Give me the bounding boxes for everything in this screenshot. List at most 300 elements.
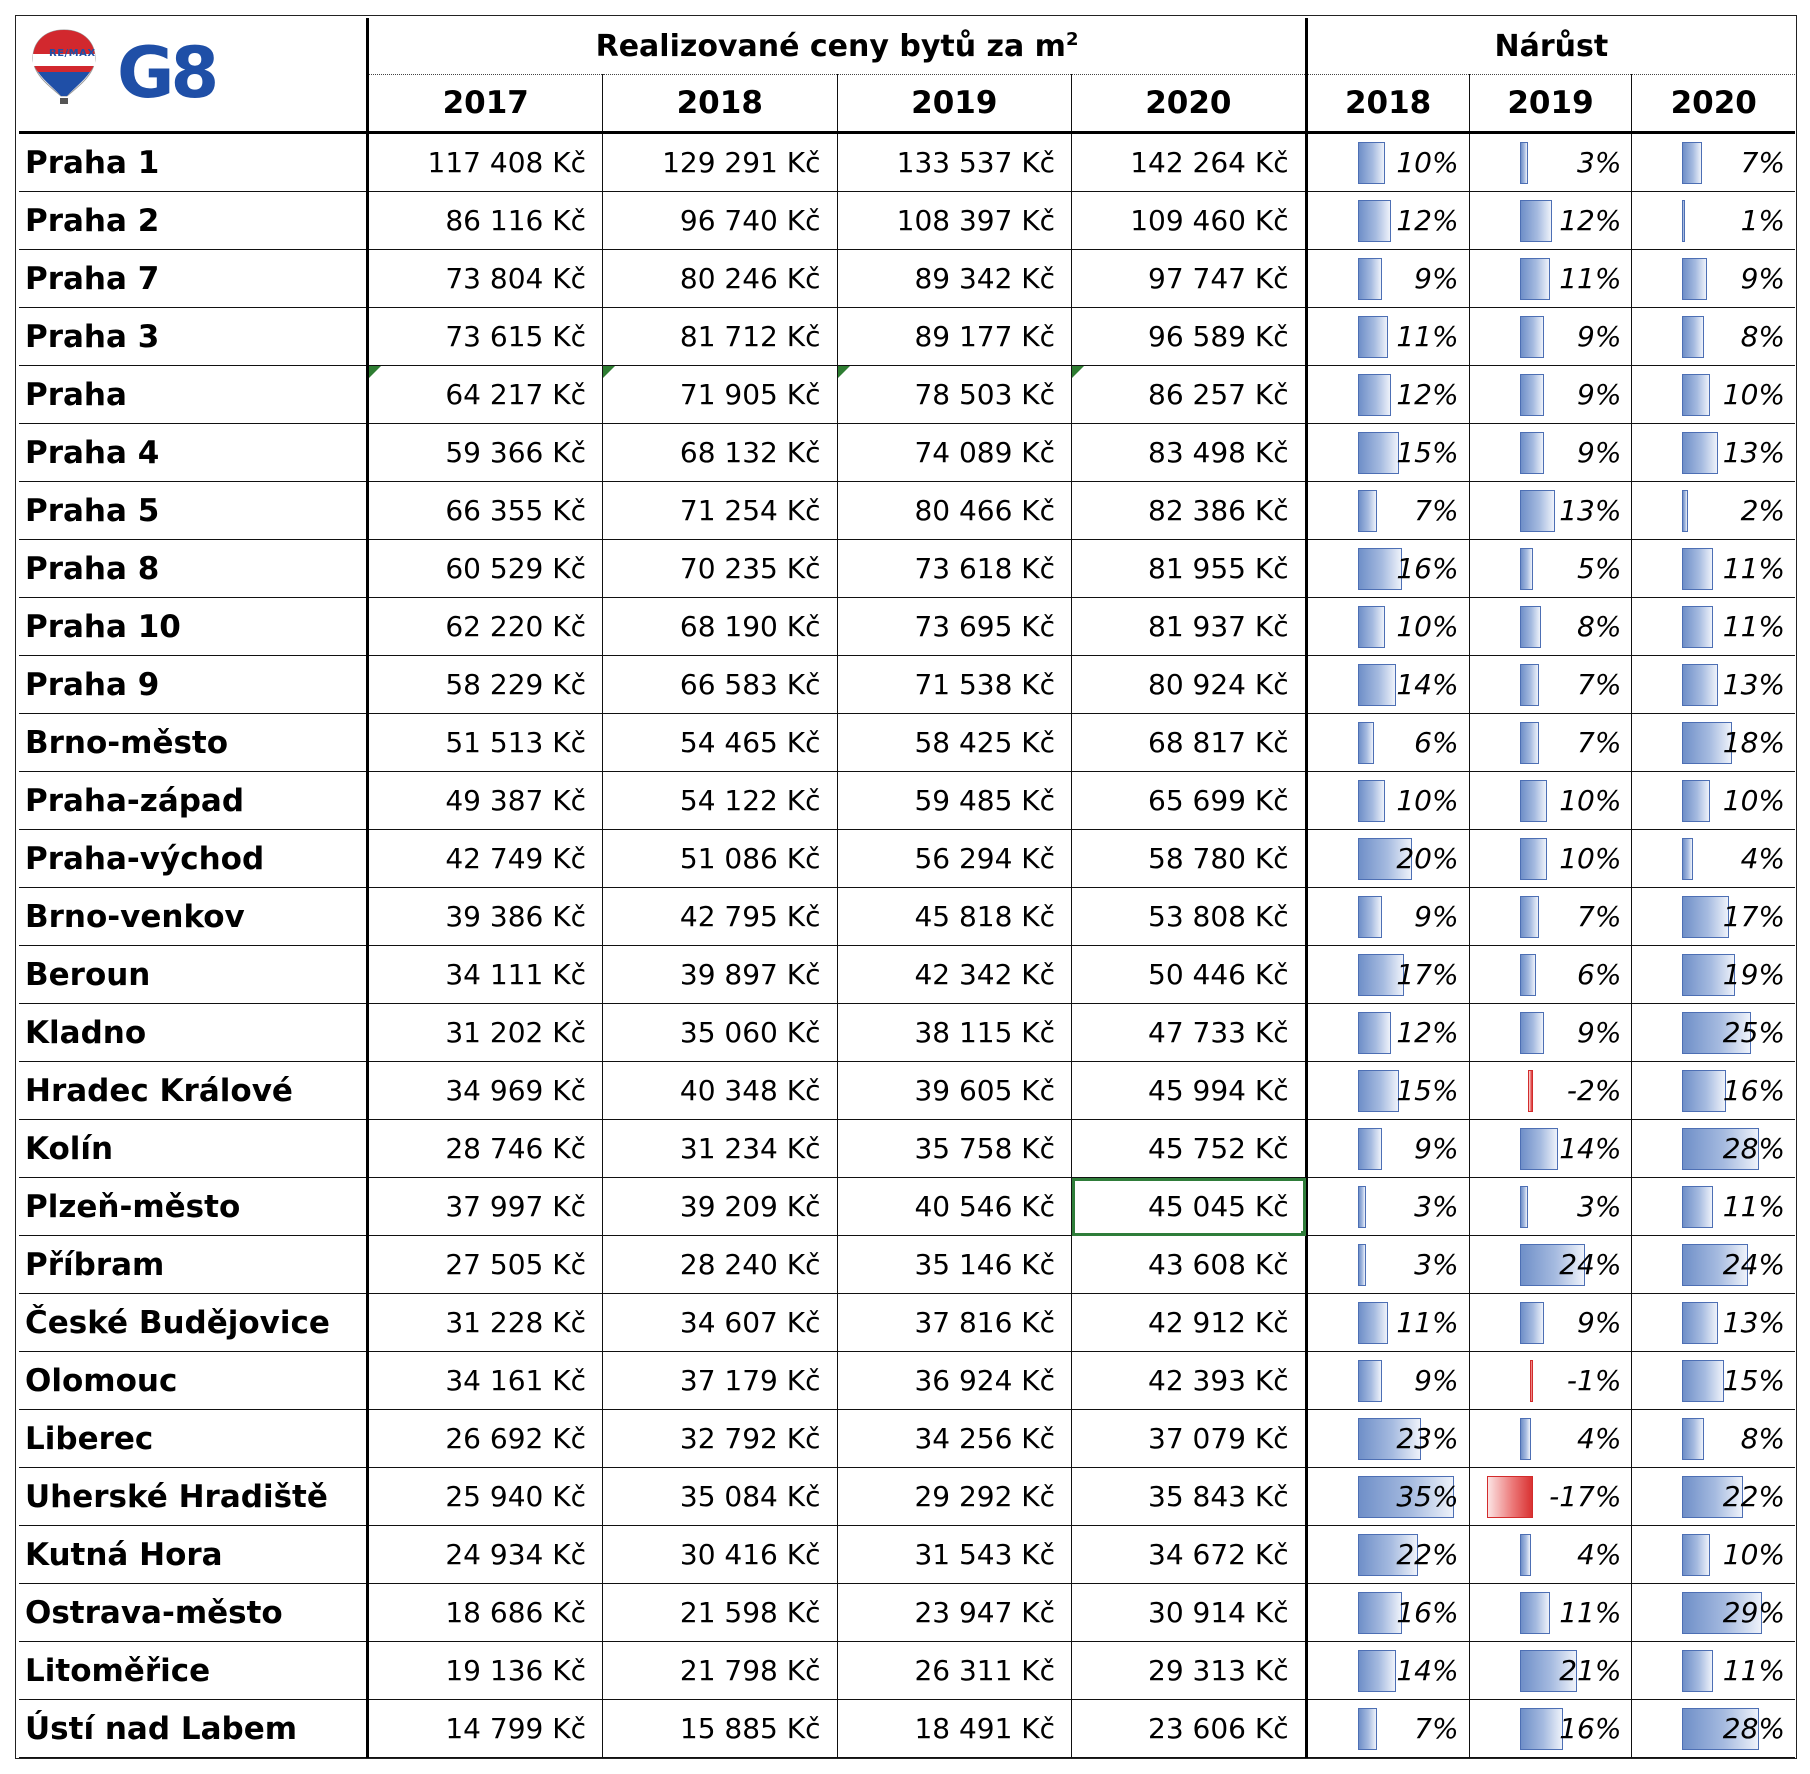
price-cell[interactable]	[368, 1236, 603, 1294]
price-value: 71 538 Kč	[914, 668, 1056, 701]
growth-cell[interactable]	[1469, 1700, 1632, 1758]
growth-cell[interactable]	[1306, 1584, 1469, 1642]
growth-cell[interactable]	[1469, 366, 1632, 424]
growth-cell[interactable]	[1306, 133, 1469, 192]
price-cell[interactable]	[1072, 1526, 1307, 1584]
price-cell[interactable]	[837, 1062, 1072, 1120]
price-value: 35 843 Kč	[1148, 1480, 1289, 1513]
growth-cell[interactable]	[1306, 1062, 1469, 1120]
table-row	[19, 1352, 1795, 1410]
growth-cell[interactable]	[1632, 482, 1795, 540]
growth-cell[interactable]	[1306, 888, 1469, 946]
price-cell[interactable]	[368, 133, 603, 192]
growth-cell[interactable]	[1632, 1410, 1795, 1468]
price-cell[interactable]	[1072, 1700, 1307, 1758]
price-cell[interactable]	[1072, 1642, 1307, 1700]
price-cell[interactable]	[837, 1294, 1072, 1352]
price-cell[interactable]	[368, 1468, 603, 1526]
price-cell[interactable]	[1072, 1178, 1307, 1236]
price-cell[interactable]	[837, 772, 1072, 830]
district-name[interactable]: Praha-západ	[19, 772, 368, 830]
growth-cell[interactable]	[1632, 424, 1795, 482]
price-cell[interactable]	[368, 366, 603, 424]
price-value: 39 605 Kč	[914, 1074, 1056, 1107]
price-cell[interactable]	[602, 308, 837, 366]
price-cell[interactable]	[602, 946, 837, 1004]
price-cell[interactable]	[837, 540, 1072, 598]
price-value: 45 752 Kč	[1148, 1132, 1289, 1165]
price-year-header: 2019	[837, 75, 1072, 133]
price-cell[interactable]	[837, 1700, 1072, 1758]
price-value: 58 780 Kč	[1148, 842, 1289, 875]
growth-percent: 35%	[1396, 1480, 1459, 1513]
district-name[interactable]: Kolín	[19, 1120, 368, 1178]
data-bar	[1520, 780, 1547, 822]
price-cell[interactable]	[602, 1062, 837, 1120]
price-cell[interactable]	[1072, 772, 1307, 830]
growth-percent: 15%	[1722, 1364, 1785, 1397]
price-cell[interactable]	[602, 1468, 837, 1526]
price-value: 18 686 Kč	[445, 1596, 586, 1629]
data-bar	[1358, 1708, 1377, 1750]
price-value: 142 264 Kč	[1130, 146, 1289, 179]
price-cell[interactable]	[1072, 656, 1307, 714]
price-cell[interactable]	[602, 192, 837, 250]
growth-cell[interactable]	[1632, 888, 1795, 946]
price-cell[interactable]	[837, 656, 1072, 714]
data-bar	[1682, 838, 1693, 880]
prices-group-header	[368, 18, 1306, 75]
growth-percent: 11%	[1722, 1190, 1785, 1223]
growth-percent: 10%	[1559, 784, 1622, 817]
price-cell[interactable]	[837, 1468, 1072, 1526]
growth-cell[interactable]	[1469, 192, 1632, 250]
price-cell[interactable]	[368, 540, 603, 598]
growth-cell[interactable]	[1632, 1526, 1795, 1584]
price-cell[interactable]	[1072, 424, 1307, 482]
price-cell[interactable]	[368, 1178, 603, 1236]
growth-cell[interactable]	[1469, 656, 1632, 714]
price-cell[interactable]	[1072, 308, 1307, 366]
price-cell[interactable]	[837, 1642, 1072, 1700]
price-value: 34 607 Kč	[679, 1306, 821, 1339]
price-cell[interactable]	[837, 424, 1072, 482]
district-name[interactable]: Praha 2	[19, 192, 368, 250]
district-name[interactable]: České Budějovice	[19, 1294, 368, 1352]
price-cell[interactable]	[1072, 1120, 1307, 1178]
growth-percent: 8%	[1740, 320, 1785, 353]
district-name[interactable]: Praha 9	[19, 656, 368, 714]
data-bar	[1520, 1128, 1558, 1170]
price-cell[interactable]	[1072, 888, 1307, 946]
growth-cell[interactable]	[1306, 946, 1469, 1004]
price-cell[interactable]	[837, 366, 1072, 424]
price-cell[interactable]	[837, 133, 1072, 192]
growth-cell[interactable]	[1632, 598, 1795, 656]
growth-cell[interactable]	[1632, 1062, 1795, 1120]
growth-cell[interactable]	[1632, 308, 1795, 366]
price-cell[interactable]	[602, 482, 837, 540]
growth-percent: 7%	[1577, 726, 1622, 759]
growth-percent: 11%	[1722, 1654, 1785, 1687]
price-cell[interactable]	[602, 424, 837, 482]
price-cell[interactable]	[602, 1526, 837, 1584]
growth-percent: 10%	[1722, 1538, 1785, 1571]
growth-cell[interactable]	[1469, 482, 1632, 540]
price-cell[interactable]	[368, 424, 603, 482]
prices-title-superscript: 2	[1065, 28, 1079, 50]
district-name[interactable]: Brno-město	[19, 714, 368, 772]
price-cell[interactable]	[602, 133, 837, 192]
price-cell[interactable]	[602, 772, 837, 830]
district-name[interactable]: Liberec	[19, 1410, 368, 1468]
growth-cell[interactable]	[1632, 540, 1795, 598]
price-cell[interactable]	[368, 1526, 603, 1584]
growth-cell[interactable]	[1469, 1468, 1632, 1526]
price-cell[interactable]	[837, 1410, 1072, 1468]
price-value: 31 202 Kč	[445, 1016, 586, 1049]
growth-cell[interactable]	[1632, 656, 1795, 714]
price-cell[interactable]	[602, 1178, 837, 1236]
price-cell[interactable]	[602, 1004, 837, 1062]
district-name[interactable]: Praha 4	[19, 424, 368, 482]
growth-cell[interactable]	[1306, 772, 1469, 830]
price-cell[interactable]	[1072, 133, 1307, 192]
growth-cell[interactable]	[1306, 192, 1469, 250]
growth-cell[interactable]	[1306, 1468, 1469, 1526]
district-name[interactable]: Ostrava-město	[19, 1584, 368, 1642]
price-cell[interactable]	[368, 656, 603, 714]
price-cell[interactable]	[602, 1642, 837, 1700]
price-cell[interactable]	[602, 1700, 837, 1758]
price-value: 47 733 Kč	[1148, 1016, 1289, 1049]
price-cell[interactable]	[368, 1410, 603, 1468]
table-row	[19, 308, 1795, 366]
growth-cell[interactable]	[1632, 366, 1795, 424]
price-table	[19, 18, 1795, 1758]
price-value: 35 084 Kč	[679, 1480, 821, 1513]
growth-cell[interactable]	[1469, 1178, 1632, 1236]
price-value: 50 446 Kč	[1148, 958, 1289, 991]
district-name[interactable]: Kladno	[19, 1004, 368, 1062]
growth-percent: 10%	[1559, 842, 1622, 875]
growth-cell[interactable]	[1469, 1526, 1632, 1584]
growth-cell[interactable]	[1306, 250, 1469, 308]
growth-cell[interactable]	[1306, 424, 1469, 482]
growth-cell[interactable]	[1632, 714, 1795, 772]
price-value: 42 342 Kč	[914, 958, 1056, 991]
growth-percent: 9%	[1414, 262, 1459, 295]
price-value: 74 089 Kč	[914, 436, 1056, 469]
district-name[interactable]: Praha 10	[19, 598, 368, 656]
district-name[interactable]: Praha 3	[19, 308, 368, 366]
growth-cell[interactable]	[1306, 308, 1469, 366]
price-cell[interactable]	[1072, 192, 1307, 250]
growth-cell[interactable]	[1469, 1352, 1632, 1410]
negative-data-bar	[1487, 1476, 1534, 1518]
growth-cell[interactable]	[1632, 1294, 1795, 1352]
growth-cell[interactable]	[1469, 1004, 1632, 1062]
price-cell[interactable]	[368, 1700, 603, 1758]
price-cell[interactable]	[1072, 1584, 1307, 1642]
growth-cell[interactable]	[1469, 772, 1632, 830]
growth-cell[interactable]	[1632, 1468, 1795, 1526]
price-cell[interactable]	[602, 366, 837, 424]
price-value: 34 256 Kč	[914, 1422, 1056, 1455]
price-cell[interactable]	[368, 192, 603, 250]
growth-cell[interactable]	[1469, 1120, 1632, 1178]
district-name[interactable]: Praha 8	[19, 540, 368, 598]
growth-cell[interactable]	[1632, 1236, 1795, 1294]
price-value: 97 747 Kč	[1148, 262, 1289, 295]
data-bar	[1520, 1534, 1531, 1576]
price-cell[interactable]	[837, 308, 1072, 366]
price-cell[interactable]	[1072, 1410, 1307, 1468]
growth-percent: 12%	[1559, 204, 1622, 237]
growth-cell[interactable]	[1469, 1294, 1632, 1352]
table-row	[19, 1004, 1795, 1062]
growth-cell[interactable]	[1632, 1120, 1795, 1178]
price-cell[interactable]	[368, 946, 603, 1004]
district-name[interactable]: Ústí nad Labem	[19, 1700, 368, 1758]
price-cell[interactable]	[837, 946, 1072, 1004]
price-cell[interactable]	[368, 714, 603, 772]
growth-cell[interactable]	[1306, 540, 1469, 598]
growth-cell[interactable]	[1469, 308, 1632, 366]
growth-percent: 21%	[1559, 1654, 1622, 1687]
price-cell[interactable]	[837, 1004, 1072, 1062]
price-cell[interactable]	[368, 1120, 603, 1178]
district-name[interactable]: Praha-východ	[19, 830, 368, 888]
growth-cell[interactable]	[1469, 1410, 1632, 1468]
price-value: 81 955 Kč	[1148, 552, 1289, 585]
price-cell[interactable]	[1072, 1062, 1307, 1120]
growth-cell[interactable]	[1306, 482, 1469, 540]
price-value: 83 498 Kč	[1148, 436, 1289, 469]
price-cell[interactable]	[837, 888, 1072, 946]
price-cell[interactable]	[1072, 1236, 1307, 1294]
price-value: 21 798 Kč	[679, 1654, 821, 1687]
price-cell[interactable]	[1072, 482, 1307, 540]
growth-cell[interactable]	[1306, 1236, 1469, 1294]
district-name[interactable]: Beroun	[19, 946, 368, 1004]
price-value: 62 220 Kč	[445, 610, 586, 643]
price-cell[interactable]	[602, 1352, 837, 1410]
growth-cell[interactable]	[1632, 946, 1795, 1004]
growth-cell[interactable]	[1469, 1642, 1632, 1700]
growth-cell[interactable]	[1632, 1700, 1795, 1758]
price-cell[interactable]	[602, 540, 837, 598]
growth-cell[interactable]	[1306, 1700, 1469, 1758]
district-name[interactable]: Uherské Hradiště	[19, 1468, 368, 1526]
price-cell[interactable]	[1072, 1352, 1307, 1410]
growth-cell[interactable]	[1306, 598, 1469, 656]
growth-cell[interactable]	[1469, 714, 1632, 772]
data-bar	[1520, 142, 1528, 184]
district-name[interactable]: Praha 5	[19, 482, 368, 540]
price-cell[interactable]	[1072, 598, 1307, 656]
growth-cell[interactable]	[1632, 1004, 1795, 1062]
growth-percent: 14%	[1559, 1132, 1622, 1165]
growth-percent: 11%	[1722, 610, 1785, 643]
growth-cell[interactable]	[1306, 1526, 1469, 1584]
price-cell[interactable]	[602, 714, 837, 772]
growth-cell[interactable]	[1469, 946, 1632, 1004]
growth-cell[interactable]	[1306, 1352, 1469, 1410]
growth-cell[interactable]	[1632, 1352, 1795, 1410]
growth-cell[interactable]	[1632, 830, 1795, 888]
price-cell[interactable]	[837, 598, 1072, 656]
price-cell[interactable]	[1072, 1004, 1307, 1062]
growth-cell[interactable]	[1306, 830, 1469, 888]
price-cell[interactable]	[368, 1584, 603, 1642]
price-cell[interactable]	[837, 1236, 1072, 1294]
price-cell[interactable]	[368, 1642, 603, 1700]
price-cell[interactable]	[602, 1584, 837, 1642]
growth-cell[interactable]	[1306, 1642, 1469, 1700]
price-cell[interactable]	[602, 1410, 837, 1468]
price-cell[interactable]	[1072, 1468, 1307, 1526]
price-cell[interactable]	[602, 830, 837, 888]
growth-cell[interactable]	[1632, 133, 1795, 192]
data-bar	[1520, 374, 1545, 416]
price-cell[interactable]	[837, 714, 1072, 772]
price-cell[interactable]	[837, 830, 1072, 888]
price-cell[interactable]	[837, 1178, 1072, 1236]
district-name[interactable]: Praha 7	[19, 250, 368, 308]
price-cell[interactable]	[368, 888, 603, 946]
growth-cell[interactable]	[1469, 1584, 1632, 1642]
growth-cell[interactable]	[1469, 830, 1632, 888]
data-bar	[1520, 200, 1553, 242]
data-bar	[1358, 780, 1385, 822]
price-value: 34 672 Kč	[1148, 1538, 1289, 1571]
price-cell[interactable]	[1072, 366, 1307, 424]
growth-percent: 9%	[1577, 378, 1622, 411]
growth-cell[interactable]	[1306, 1178, 1469, 1236]
district-name[interactable]: Praha	[19, 366, 368, 424]
price-cell[interactable]	[368, 1294, 603, 1352]
growth-percent: 16%	[1559, 1712, 1622, 1745]
price-cell[interactable]	[837, 482, 1072, 540]
data-bar	[1358, 1650, 1396, 1692]
growth-cell[interactable]	[1469, 250, 1632, 308]
growth-cell[interactable]	[1632, 1178, 1795, 1236]
price-year-header: 2018	[602, 75, 837, 133]
price-value: 59 485 Kč	[914, 784, 1056, 817]
growth-cell[interactable]	[1306, 366, 1469, 424]
growth-cell[interactable]	[1632, 1642, 1795, 1700]
price-cell[interactable]	[368, 772, 603, 830]
growth-percent: 6%	[1577, 958, 1622, 991]
data-bar	[1682, 1650, 1712, 1692]
table-row	[19, 830, 1795, 888]
price-cell[interactable]	[1072, 830, 1307, 888]
growth-cell[interactable]	[1469, 888, 1632, 946]
price-cell[interactable]	[368, 830, 603, 888]
district-name[interactable]: Hradec Králové	[19, 1062, 368, 1120]
price-value: 59 366 Kč	[445, 436, 586, 469]
data-bar	[1520, 1186, 1528, 1228]
price-cell[interactable]	[837, 1526, 1072, 1584]
data-bar	[1358, 316, 1388, 358]
district-name[interactable]: Kutná Hora	[19, 1526, 368, 1584]
growth-cell[interactable]	[1306, 656, 1469, 714]
price-cell[interactable]	[1072, 714, 1307, 772]
growth-percent: 2%	[1740, 494, 1785, 527]
growth-cell[interactable]	[1306, 1410, 1469, 1468]
price-cell[interactable]	[368, 1062, 603, 1120]
price-value: 71 905 Kč	[679, 378, 821, 411]
district-name[interactable]: Olomouc	[19, 1352, 368, 1410]
district-name[interactable]: Litoměřice	[19, 1642, 368, 1700]
price-cell[interactable]	[602, 1294, 837, 1352]
district-name[interactable]: Plzeň-město	[19, 1178, 368, 1236]
price-cell[interactable]	[602, 656, 837, 714]
price-value: 42 749 Kč	[445, 842, 586, 875]
growth-cell[interactable]	[1469, 133, 1632, 192]
district-name[interactable]: Praha 1	[19, 133, 368, 192]
growth-cell[interactable]	[1469, 424, 1632, 482]
growth-cell[interactable]	[1469, 598, 1632, 656]
price-cell[interactable]	[602, 250, 837, 308]
price-cell[interactable]	[1072, 946, 1307, 1004]
price-cell[interactable]	[368, 482, 603, 540]
growth-cell[interactable]	[1469, 540, 1632, 598]
price-cell[interactable]	[837, 192, 1072, 250]
price-cell[interactable]	[837, 1584, 1072, 1642]
growth-percent: 3%	[1414, 1190, 1459, 1223]
growth-cell[interactable]	[1469, 1062, 1632, 1120]
growth-cell[interactable]	[1306, 1294, 1469, 1352]
price-cell[interactable]	[837, 1352, 1072, 1410]
price-cell[interactable]	[602, 1120, 837, 1178]
price-value: 28 240 Kč	[679, 1248, 821, 1281]
price-cell[interactable]	[837, 1120, 1072, 1178]
growth-cell[interactable]	[1632, 192, 1795, 250]
price-cell[interactable]	[368, 250, 603, 308]
price-cell[interactable]	[368, 1004, 603, 1062]
district-name[interactable]: Příbram	[19, 1236, 368, 1294]
growth-cell[interactable]	[1632, 772, 1795, 830]
price-cell[interactable]	[368, 598, 603, 656]
district-name[interactable]: Brno-venkov	[19, 888, 368, 946]
growth-percent: 22%	[1396, 1538, 1459, 1571]
price-cell[interactable]	[1072, 1294, 1307, 1352]
price-cell[interactable]	[368, 308, 603, 366]
table-row	[19, 946, 1795, 1004]
growth-cell[interactable]	[1632, 250, 1795, 308]
growth-cell[interactable]	[1306, 714, 1469, 772]
price-cell[interactable]	[1072, 540, 1307, 598]
price-cell[interactable]	[837, 250, 1072, 308]
error-indicator-icon	[838, 366, 850, 378]
price-cell[interactable]	[602, 598, 837, 656]
data-bar	[1682, 432, 1718, 474]
growth-cell[interactable]	[1469, 1236, 1632, 1294]
growth-percent: -1%	[1566, 1364, 1622, 1397]
price-cell[interactable]	[602, 888, 837, 946]
remax-wordmark: RE/MAX	[49, 48, 96, 59]
price-cell[interactable]	[368, 1352, 603, 1410]
growth-percent: 16%	[1722, 1074, 1785, 1107]
growth-cell[interactable]	[1306, 1004, 1469, 1062]
growth-cell[interactable]	[1306, 1120, 1469, 1178]
price-cell[interactable]	[1072, 250, 1307, 308]
growth-cell[interactable]	[1632, 1584, 1795, 1642]
price-value: 31 228 Kč	[445, 1306, 586, 1339]
price-cell[interactable]	[602, 1236, 837, 1294]
